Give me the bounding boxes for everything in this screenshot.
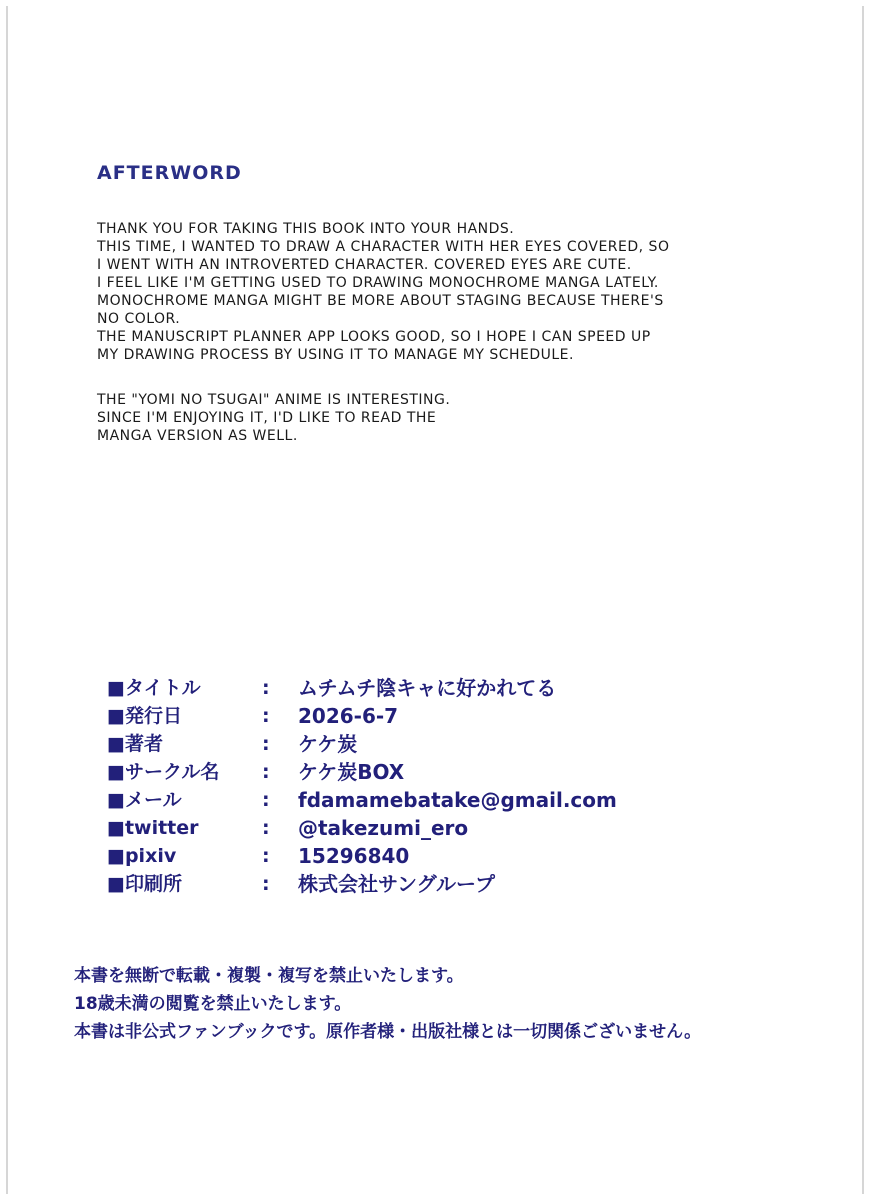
afterword-line: MANGA VERSION AS WELL. (97, 428, 298, 444)
colophon-value: ケケ炭 (298, 732, 358, 756)
colophon-row-twitter (107, 814, 747, 842)
colophon-separator: : (262, 845, 270, 867)
afterword-heading: AFTERWORD (97, 162, 242, 184)
colophon-value: 2026-6-7 (298, 704, 399, 728)
afterword-line: SINCE I'M ENJOYING IT, I'D LIKE TO READ THE (97, 410, 437, 426)
colophon-label: ■サークル名 (107, 761, 220, 783)
afterword-line: MY DRAWING PROCESS BY USING IT TO MANAGE MY SCHEDULE. (97, 347, 574, 363)
colophon-label: ■pixiv (107, 845, 177, 867)
colophon-value: ムチムチ陰キャに好かれてる (298, 676, 557, 700)
legal-notices (74, 962, 814, 1046)
colophon-separator: : (262, 733, 270, 755)
colophon-separator: : (262, 789, 270, 811)
colophon-label: ■印刷所 (107, 873, 182, 895)
notice-line: 本書を無断で転載・複製・複写を禁止いたします。 (74, 966, 464, 986)
afterword-line: I WENT WITH AN INTROVERTED CHARACTER. COVERED EYES ARE CUTE. (97, 257, 632, 273)
afterword-body (97, 220, 797, 445)
colophon-row-title (107, 674, 747, 702)
colophon-label: ■メール (107, 789, 182, 811)
paragraph-gap (97, 364, 797, 391)
afterword-line: I FEEL LIKE I'M GETTING USED TO DRAWING MONOCHROME MANGA LATELY. (97, 275, 659, 291)
colophon-label: ■twitter (107, 817, 199, 839)
colophon-separator: : (262, 817, 270, 839)
notice-line: 本書は非公式ファンブックです。原作者様・出版社様とは一切関係ございません。 (74, 1022, 702, 1042)
colophon-separator: : (262, 761, 270, 783)
colophon-value: 15296840 (298, 844, 410, 868)
colophon-separator: : (262, 677, 270, 699)
afterword-line: MONOCHROME MANGA MIGHT BE MORE ABOUT STAGING BECAUSE THERE'S (97, 293, 664, 309)
colophon-label: ■発行日 (107, 705, 182, 727)
colophon-value: @takezumi_ero (298, 816, 469, 840)
colophon-label: ■タイトル (107, 677, 201, 699)
colophon-row-email (107, 786, 747, 814)
colophon-value: fdamamebatake@gmail.com (298, 788, 617, 812)
colophon-label: ■著者 (107, 733, 163, 755)
afterword-line: THE MANUSCRIPT PLANNER APP LOOKS GOOD, SO I HOPE I CAN SPEED UP (97, 329, 651, 345)
colophon-separator: : (262, 705, 270, 727)
colophon-row-pixiv (107, 842, 747, 870)
afterword-line: THANK YOU FOR TAKING THIS BOOK INTO YOUR HANDS. (97, 221, 515, 237)
afterword-line: NO COLOR. (97, 311, 181, 327)
colophon-row-printer (107, 870, 747, 898)
afterword-line: THE "YOMI NO TSUGAI" ANIME IS INTERESTING. (97, 392, 451, 408)
colophon-row-author (107, 730, 747, 758)
colophon-separator: : (262, 873, 270, 895)
colophon-value: ケケ炭BOX (298, 760, 405, 784)
colophon (107, 674, 747, 898)
colophon-row-date (107, 702, 747, 730)
colophon-value: 株式会社サングループ (298, 872, 495, 896)
afterword-line: THIS TIME, I WANTED TO DRAW A CHARACTER WITH HER EYES COVERED, SO (97, 239, 670, 255)
colophon-row-circle (107, 758, 747, 786)
notice-line: 18歳未満の閲覧を禁止いたします。 (74, 994, 352, 1014)
